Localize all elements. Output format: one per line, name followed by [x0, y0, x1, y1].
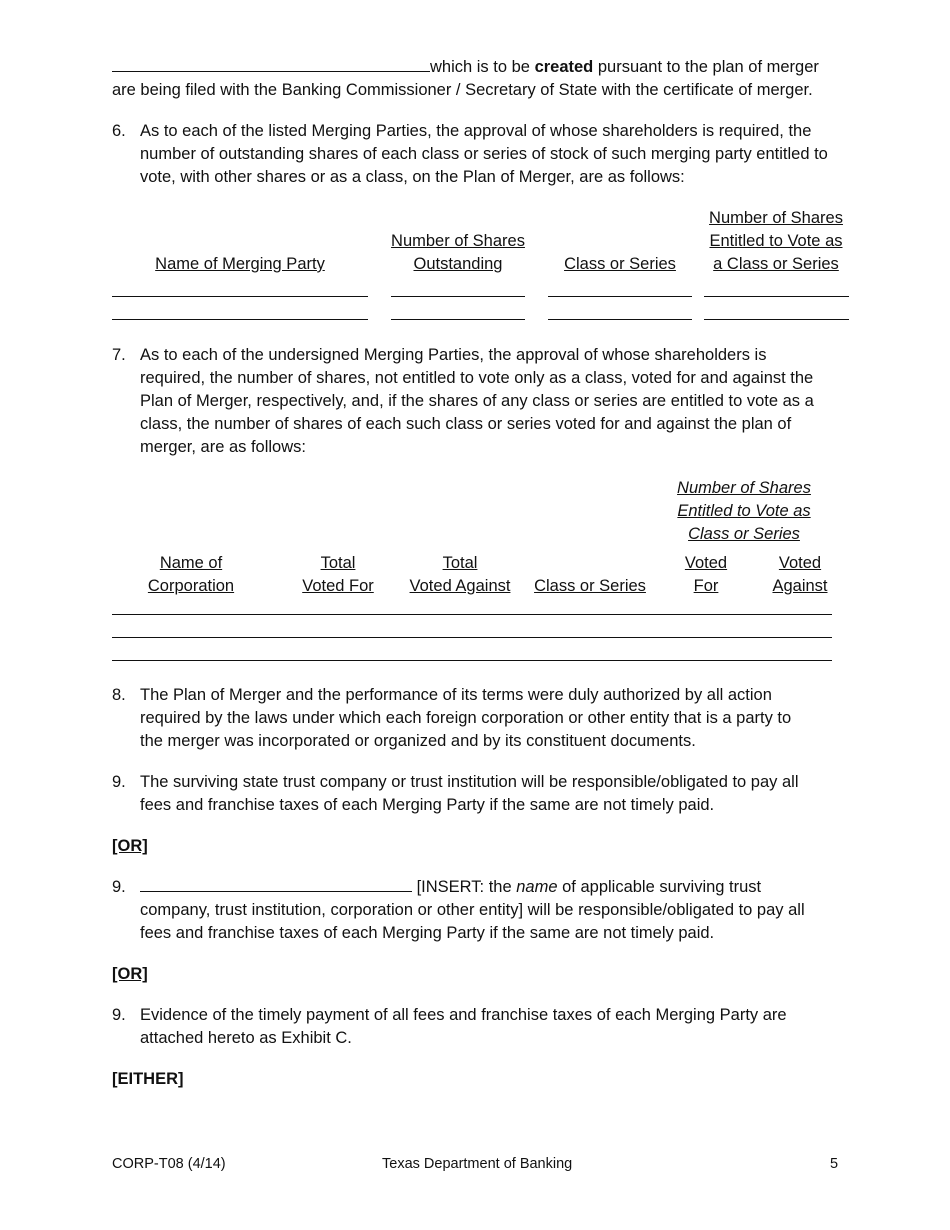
item9c-line: Evidence of the timely payment of all fees and franchise taxes of each Merging Party are [140, 1006, 787, 1024]
t7-row1-field[interactable] [112, 614, 832, 615]
t7-header-name-l1: Name of [159, 554, 223, 572]
item9b-line-1: [INSERT: the name of applicable surviving trust [140, 876, 761, 899]
t7-header-for-l2: Voted For [302, 577, 374, 595]
t6-row2-name-field[interactable] [112, 319, 368, 320]
item7-line: merger, are as follows: [140, 438, 306, 456]
t7-group-header-l2: Entitled to Vote as [677, 502, 811, 520]
t6-row1-outstanding-field[interactable] [391, 296, 525, 297]
item7-number: 7. [112, 346, 126, 364]
item9b-number: 9. [112, 878, 126, 896]
item9c-line: attached hereto as Exhibit C. [140, 1029, 352, 1047]
footer-agency: Texas Department of Banking [382, 1156, 573, 1172]
item9a-line: fees and franchise taxes of each Merging Party if the same are not timely paid. [140, 796, 715, 814]
t6-row2-class-field[interactable] [548, 319, 692, 320]
item6-number: 6. [112, 122, 126, 140]
entity-name-blank[interactable] [112, 57, 430, 72]
t6-row1-entitled-field[interactable] [704, 296, 849, 297]
intro-line-2: are being filed with the Banking Commissioner / Secretary of State with the certificate of merger. [112, 81, 813, 99]
t7-header-class: Class or Series [534, 577, 646, 595]
item7-line: Plan of Merger, respectively, and, if the shares of any class or series are entitled to vote as a [140, 392, 814, 410]
t6-header-outstanding-l2: Outstanding [413, 255, 503, 273]
item7-line: As to each of the undersigned Merging Parties, the approval of whose shareholders is [140, 346, 767, 364]
t7-header-vagainst-l1: Voted [778, 554, 822, 572]
t6-row2-outstanding-field[interactable] [391, 319, 525, 320]
t7-row2-field[interactable] [112, 637, 832, 638]
or-label: [OR] [112, 837, 148, 855]
item6-line: vote, with other shares or as a class, on the Plan of Merger, are as follows: [140, 168, 685, 186]
either-label: [EITHER] [112, 1070, 184, 1088]
t7-header-vagainst-l2: Against [772, 577, 828, 595]
t7-header-name-l2: Corporation [147, 577, 235, 595]
t7-header-vfor-l2: For [693, 577, 719, 595]
item7-line: class, the number of shares of each such class or series voted for and against the plan of [140, 415, 792, 433]
t7-group-header-l1: Number of Shares [677, 479, 811, 497]
footer-form-number: CORP-T08 (4/14) [112, 1156, 226, 1172]
item9b-line-2: company, trust institution, corporation or other entity] will be responsible/obligated to pay all [140, 901, 805, 919]
item8-number: 8. [112, 686, 126, 704]
t6-row2-entitled-field[interactable] [704, 319, 849, 320]
t7-header-for-l1: Total [320, 554, 356, 572]
item8-line: The Plan of Merger and the performance of its terms were duly authorized by all action [140, 686, 772, 704]
t6-header-entitled-l2: Entitled to Vote as [709, 232, 843, 250]
item9a-line: The surviving state trust company or trust institution will be responsible/obligated to pay all [140, 773, 799, 791]
t6-header-entitled-l3: a Class or Series [713, 255, 839, 273]
item9a-number: 9. [112, 773, 126, 791]
t6-header-entitled-l1: Number of Shares [709, 209, 843, 227]
footer-page-number: 5 [830, 1156, 839, 1172]
t7-header-against-l1: Total [442, 554, 478, 572]
intro-line-1: which is to be created pursuant to the plan of merger [112, 56, 819, 79]
item8-line: required by the laws under which each foreign corporation or other entity that is a party to [140, 709, 792, 727]
t7-header-against-l2: Voted Against [409, 577, 511, 595]
t6-header-name: Name of Merging Party [155, 255, 325, 273]
or-label: [OR] [112, 965, 148, 983]
item9c-number: 9. [112, 1006, 126, 1024]
item8-line: the merger was incorporated or organized and by its constituent documents. [140, 732, 696, 750]
t6-row1-name-field[interactable] [112, 296, 368, 297]
t6-header-outstanding-l1: Number of Shares [391, 232, 525, 250]
item9b-line-3: fees and franchise taxes of each Merging Party if the same are not timely paid. [140, 924, 715, 942]
t7-row3-field[interactable] [112, 660, 832, 661]
t7-header-vfor-l1: Voted [684, 554, 728, 572]
surviving-entity-blank[interactable] [140, 877, 412, 892]
item6-line: As to each of the listed Merging Parties, the approval of whose shareholders is required, the [140, 122, 812, 140]
t6-row1-class-field[interactable] [548, 296, 692, 297]
item6-line: number of outstanding shares of each class or series of stock of such merging party entitled to [140, 145, 828, 163]
t7-group-header-l3: Class or Series [688, 525, 800, 543]
item7-line: required, the number of shares, not entitled to vote only as a class, voted for and against the [140, 369, 814, 387]
t6-header-class: Class or Series [564, 255, 676, 273]
document-page [112, 0, 852, 1230]
